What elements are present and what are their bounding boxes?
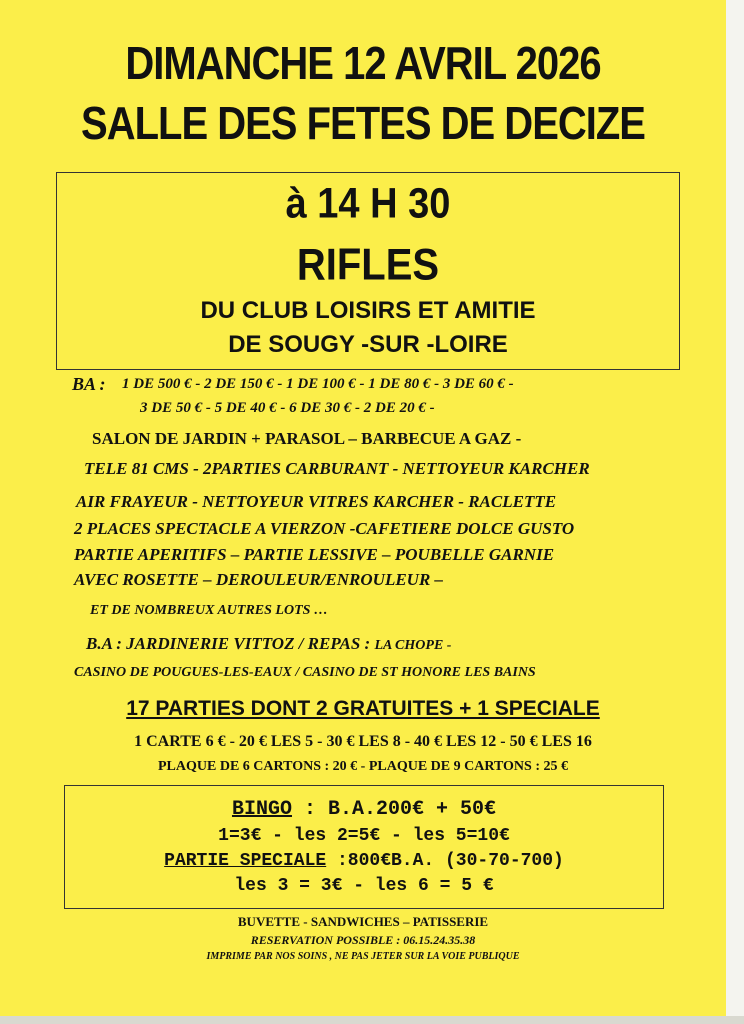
lot-line-6: 2 PLACES SPECTACLE A VIERZON -CAFETIERE DOLCE GUSTO [74,519,575,538]
ba-prizes-line-1: 1 DE 500 € - 2 DE 150 € - 1 DE 100 € - 1 DE 80 € - 3 DE 60 € - [122,376,514,392]
sponsor-line [86,634,451,654]
bingo-value: : B.A.200€ + 50€ [291,798,497,821]
sponsor-label: B.A : JARDINERIE VITTOZ / REPAS : [86,634,371,653]
card-prices: 1 CARTE 6 € - 20 € LES 5 - 30 € LES 8 - 40 € LES 12 - 50 € LES 16 [134,733,592,750]
lot-line-9: ET DE NOMBREUX AUTRES LOTS … [90,603,328,618]
ba-prizes-line-2: 3 DE 50 € - 5 DE 40 € - 6 DE 30 € - 2 DE 20 € - [140,400,435,416]
bingo-box [64,785,664,909]
scan-edge-bottom [0,1016,744,1024]
special-value: :800€B.A. (30-70-700) [326,851,564,871]
bingo-prices: 1=3€ - les 2=5€ - les 5=10€ [218,826,510,846]
lot-line-5: AIR FRAYEUR - NETTOYEUR VITRES KARCHER - RACLETTE [76,492,557,511]
event-date: DIMANCHE 12 AVRIL 2026 [125,38,601,90]
lot-line-8: AVEC ROSETTE – DEROULEUR/ENROULEUR – [74,570,444,589]
event-name: RIFLES [296,240,440,290]
organizer-line-2: DE SOUGY -SUR -LOIRE [228,331,508,358]
footer-buvette: BUVETTE - SANDWICHES – PATISSERIE [237,914,489,929]
casino-line: CASINO DE POUGUES-LES-EAUX / CASINO DE ST HONORE LES BAINS [74,665,536,680]
sponsor-rest: LA CHOPE - [374,638,452,653]
organizer-line-1: DU CLUB LOISIRS ET AMITIE [200,297,536,324]
footer-notice: IMPRIME PAR NOS SOINS , NE PAS JETER SUR LA VOIE PUBLIQUE [206,951,520,962]
bingo-line [65,798,663,821]
special-line [65,851,663,871]
special-label: PARTIE SPECIALE [164,851,327,871]
parties-text: 17 PARTIES DONT 2 GRATUITES + 1 SPECIALE [126,697,600,720]
ba-label: BA : [72,374,106,394]
special-prices: les 3 = 3€ - les 6 = 5 € [234,876,494,896]
bingo-label: BINGO [231,798,292,821]
scan-edge-right [726,0,744,1024]
footer-reservation: RESERVATION POSSIBLE : 06.15.24.35.38 [250,933,476,947]
lot-line-4: TELE 81 CMS - 2PARTIES CARBURANT - NETTOYEUR KARCHER [84,459,590,478]
event-venue: SALLE DES FETES DE DECIZE [81,98,645,150]
lot-line-3: SALON DE JARDIN + PARASOL – BARBECUE A GAZ - [92,429,522,448]
parties-heading [0,697,726,721]
event-info-box [56,172,680,370]
lot-line-7: PARTIE APERITIFS – PARTIE LESSIVE – POUBELLE GARNIE [74,545,555,564]
plate-prices: PLAQUE DE 6 CARTONS : 20 € - PLAQUE DE 9 CARTONS : 25 € [158,759,568,774]
event-time: à 14 H 30 [285,180,451,228]
